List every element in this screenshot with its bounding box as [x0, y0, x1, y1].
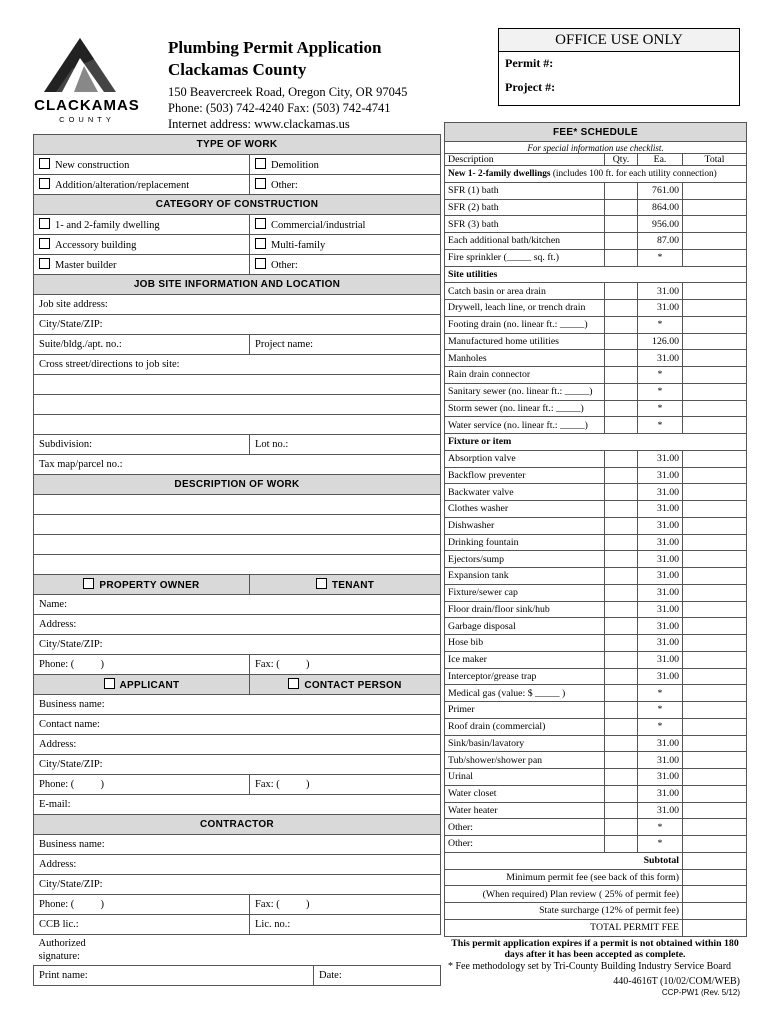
fixture-qty-input[interactable]	[605, 551, 638, 568]
site-utility-total-input[interactable]	[683, 400, 747, 417]
fixture-row	[445, 836, 747, 853]
job-site-city-field[interactable]: City/State/ZIP:	[34, 315, 441, 335]
site-utility-description: Sanitary sewer (no. linear ft.: _____)	[445, 383, 605, 400]
fixture-row	[445, 718, 747, 735]
contractor-phone-field[interactable]: Phone: ( )	[34, 895, 250, 915]
fixture-total-input[interactable]	[683, 802, 747, 819]
col-qty: Qty.	[605, 154, 638, 166]
fixture-row	[445, 467, 747, 484]
fixture-row	[445, 769, 747, 786]
fixture-each-fee: 31.00	[638, 802, 683, 819]
checkbox-applicant[interactable]: APPLICANT	[34, 675, 250, 695]
logo-name: CLACKAMAS	[34, 97, 140, 114]
fixture-description: Backwater valve	[445, 484, 605, 501]
site-utility-total-input[interactable]	[683, 367, 747, 384]
fixture-description: Fixture/sewer cap	[445, 584, 605, 601]
dwelling-total-input[interactable]	[683, 249, 747, 266]
fixture-row	[445, 534, 747, 551]
site-utility-each-fee: 31.00	[638, 283, 683, 300]
fixture-each-fee: 31.00	[638, 785, 683, 802]
site-utility-each-fee: 126.00	[638, 333, 683, 350]
fixture-row	[445, 702, 747, 719]
dwelling-row	[445, 182, 747, 199]
applicant-phone-field[interactable]: Phone: ( )	[34, 775, 250, 795]
contractor-business-field[interactable]: Business name:	[34, 835, 441, 855]
lot-field[interactable]: Lot no.:	[250, 435, 441, 455]
subdivision-field[interactable]: Subdivision:	[34, 435, 250, 455]
cross-street-line-4[interactable]	[34, 415, 441, 435]
fixture-row	[445, 635, 747, 652]
dwelling-description: Fire sprinkler (_____ sq. ft.)	[445, 249, 605, 266]
fixture-each-fee: 31.00	[638, 601, 683, 618]
dwelling-row	[445, 216, 747, 233]
site-utility-row	[445, 283, 747, 300]
signature-label-1: Authorized	[38, 938, 86, 949]
fixture-qty-input[interactable]	[605, 484, 638, 501]
dwelling-qty-input[interactable]	[605, 233, 638, 250]
fixture-total-input[interactable]	[683, 785, 747, 802]
site-utility-row	[445, 383, 747, 400]
fixture-description: Expansion tank	[445, 568, 605, 585]
fixture-row	[445, 551, 747, 568]
fixture-each-fee: 31.00	[638, 735, 683, 752]
fixture-heading: Fixture or item	[445, 434, 747, 451]
site-utility-each-fee: *	[638, 417, 683, 434]
fixture-row	[445, 685, 747, 702]
checkbox-multi-family[interactable]: Multi-family	[250, 235, 441, 255]
fixture-description: Hose bib	[445, 635, 605, 652]
fixture-row	[445, 601, 747, 618]
fee-methodology-note: * Fee methodology set by Tri-County Building Industry Service Board	[448, 961, 732, 972]
cross-street-field[interactable]: Cross street/directions to job site:	[34, 355, 441, 375]
state-surcharge-value[interactable]	[683, 903, 747, 920]
site-utility-total-input[interactable]	[683, 316, 747, 333]
col-description: Description	[445, 154, 605, 166]
site-utility-total-input[interactable]	[683, 283, 747, 300]
site-utility-qty-input[interactable]	[605, 400, 638, 417]
fixture-each-fee: 31.00	[638, 501, 683, 518]
fixture-row	[445, 584, 747, 601]
permit-number-field[interactable]: Permit #:	[505, 56, 554, 70]
fixture-total-input[interactable]	[683, 635, 747, 652]
applicant-fax-field[interactable]: Fax: ( )	[250, 775, 441, 795]
expiration-note: This permit application expires if a permit is not obtained within 180 days after it has been accepted as complete.	[451, 938, 739, 960]
dwelling-qty-input[interactable]	[605, 199, 638, 216]
fixture-qty-input[interactable]	[605, 501, 638, 518]
fixture-each-fee: *	[638, 685, 683, 702]
fixture-row	[445, 517, 747, 534]
contractor-address-field[interactable]: Address:	[34, 855, 441, 875]
fixture-row	[445, 668, 747, 685]
internet-address: Internet address: www.clackamas.us	[168, 117, 350, 131]
fixture-total-input[interactable]	[683, 618, 747, 635]
site-utility-description: Water service (no. linear ft.: _____)	[445, 417, 605, 434]
dwelling-total-input[interactable]	[683, 182, 747, 199]
checkbox-commercial[interactable]: Commercial/industrial	[250, 215, 441, 235]
fixture-each-fee: 31.00	[638, 618, 683, 635]
fixture-qty-input[interactable]	[605, 785, 638, 802]
type-of-work-header: TYPE OF WORK	[34, 135, 441, 155]
checkbox-accessory[interactable]: Accessory building	[34, 235, 250, 255]
fixture-qty-input[interactable]	[605, 802, 638, 819]
checkbox-addition[interactable]: Addition/alteration/replacement	[34, 175, 250, 195]
fixture-description: Water heater	[445, 802, 605, 819]
fixture-qty-input[interactable]	[605, 517, 638, 534]
description-line-2[interactable]	[34, 515, 441, 535]
fixture-qty-input[interactable]	[605, 651, 638, 668]
fixture-row	[445, 735, 747, 752]
checkbox-new-construction[interactable]: New construction	[34, 155, 250, 175]
fixture-qty-input[interactable]	[605, 450, 638, 467]
fixture-each-fee: 31.00	[638, 752, 683, 769]
fixture-total-input[interactable]	[683, 702, 747, 719]
project-number-field[interactable]: Project #:	[505, 80, 556, 94]
contractor-city-field[interactable]: City/State/ZIP:	[34, 875, 441, 895]
form-title: Plumbing Permit Application	[168, 38, 382, 57]
fixture-row	[445, 618, 747, 635]
fixture-each-fee: *	[638, 702, 683, 719]
site-utility-total-input[interactable]	[683, 383, 747, 400]
dwelling-total-input[interactable]	[683, 233, 747, 250]
applicant-city-field[interactable]: City/State/ZIP:	[34, 755, 441, 775]
dwelling-row	[445, 199, 747, 216]
checkbox-tenant[interactable]: TENANT	[250, 575, 441, 595]
site-utilities-heading: Site utilities	[445, 266, 747, 283]
fixture-description: Floor drain/floor sink/hub	[445, 601, 605, 618]
dwelling-total-input[interactable]	[683, 216, 747, 233]
dwelling-description: SFR (2) bath	[445, 199, 605, 216]
fixture-total-input[interactable]	[683, 484, 747, 501]
site-utility-description: Rain drain connector	[445, 367, 605, 384]
site-utility-description: Manufactured home utilities	[445, 333, 605, 350]
fixture-qty-input[interactable]	[605, 819, 638, 836]
site-utility-row	[445, 316, 747, 333]
fixture-each-fee: *	[638, 718, 683, 735]
site-utility-each-fee: *	[638, 383, 683, 400]
site-utility-description: Drywell, leach line, or trench drain	[445, 300, 605, 317]
site-utility-each-fee: *	[638, 400, 683, 417]
fixture-description: Medical gas (value: $ _____ )	[445, 685, 605, 702]
fixture-total-input[interactable]	[683, 601, 747, 618]
subtotal-label: Subtotal	[445, 852, 683, 869]
fixture-row	[445, 450, 747, 467]
fixture-description: Roof drain (commercial)	[445, 718, 605, 735]
fixture-description: Drinking fountain	[445, 534, 605, 551]
fixture-row	[445, 752, 747, 769]
fixture-total-input[interactable]	[683, 534, 747, 551]
site-utility-each-fee: 31.00	[638, 350, 683, 367]
mountain-logo-icon	[28, 36, 146, 94]
fixture-description: Sink/basin/lavatory	[445, 735, 605, 752]
office-use-title: OFFICE USE ONLY	[499, 29, 739, 52]
fixture-each-fee: 31.00	[638, 635, 683, 652]
fixture-qty-input[interactable]	[605, 618, 638, 635]
checkbox-family-dwelling[interactable]: 1- and 2-family dwelling	[34, 215, 250, 235]
fixture-description: Tub/shower/shower pan	[445, 752, 605, 769]
fixture-each-fee: *	[638, 819, 683, 836]
fixture-total-input[interactable]	[683, 568, 747, 585]
fixture-row	[445, 802, 747, 819]
site-utility-qty-input[interactable]	[605, 283, 638, 300]
fixture-total-input[interactable]	[683, 752, 747, 769]
checkbox-demolition[interactable]: Demolition	[250, 155, 441, 175]
fixture-total-input[interactable]	[683, 735, 747, 752]
col-each: Ea.	[638, 154, 683, 166]
total-fee-value[interactable]	[683, 919, 747, 936]
fixture-qty-input[interactable]	[605, 584, 638, 601]
minimum-fee-label: Minimum permit fee (see back of this form)	[445, 869, 683, 886]
checkbox-other-work[interactable]: Other:	[250, 175, 441, 195]
site-utility-row	[445, 300, 747, 317]
site-utility-total-input[interactable]	[683, 333, 747, 350]
logo-subtitle: COUNTY	[59, 115, 115, 124]
fixture-description: Garbage disposal	[445, 618, 605, 635]
fixture-qty-input[interactable]	[605, 769, 638, 786]
fixture-each-fee: 31.00	[638, 517, 683, 534]
fixture-description: Absorption valve	[445, 450, 605, 467]
plan-review-value[interactable]	[683, 886, 747, 903]
fixture-total-input[interactable]	[683, 685, 747, 702]
header	[168, 38, 488, 132]
site-utility-description: Storm sewer (no. linear ft.: _____)	[445, 400, 605, 417]
owner-fax-field[interactable]: Fax: ( )	[250, 655, 441, 675]
fixture-qty-input[interactable]	[605, 735, 638, 752]
site-utility-row	[445, 367, 747, 384]
description-line-3[interactable]	[34, 535, 441, 555]
site-utility-row	[445, 400, 747, 417]
fixture-each-fee: 31.00	[638, 651, 683, 668]
fixture-description: Primer	[445, 702, 605, 719]
fixture-description: Ejectors/sump	[445, 551, 605, 568]
contractor-header: CONTRACTOR	[34, 815, 441, 835]
fixture-description: Other:	[445, 836, 605, 853]
fixture-row	[445, 568, 747, 585]
address: 150 Beavercreek Road, Oregon City, OR 97045	[168, 85, 408, 99]
fixture-qty-input[interactable]	[605, 718, 638, 735]
owner-phone-field[interactable]: Phone: ( )	[34, 655, 250, 675]
site-utility-description: Catch basin or area drain	[445, 283, 605, 300]
dwelling-total-input[interactable]	[683, 199, 747, 216]
state-surcharge-label: State surcharge (12% of permit fee)	[445, 903, 683, 920]
total-fee-label: TOTAL PERMIT FEE	[445, 919, 683, 936]
fixture-row	[445, 501, 747, 518]
contractor-fax-field[interactable]: Fax: ( )	[250, 895, 441, 915]
site-utility-qty-input[interactable]	[605, 383, 638, 400]
applicant-business-field[interactable]: Business name:	[34, 695, 441, 715]
site-utility-each-fee: 31.00	[638, 300, 683, 317]
fixture-each-fee: 31.00	[638, 668, 683, 685]
fixture-row	[445, 651, 747, 668]
fixture-total-input[interactable]	[683, 450, 747, 467]
site-utility-total-input[interactable]	[683, 350, 747, 367]
applicant-email-field[interactable]: E-mail:	[34, 795, 441, 815]
fixture-qty-input[interactable]	[605, 668, 638, 685]
signature-label-2: signature:	[38, 951, 80, 962]
category-header: CATEGORY OF CONSTRUCTION	[34, 195, 441, 215]
site-utility-row	[445, 350, 747, 367]
fixture-qty-input[interactable]	[605, 601, 638, 618]
site-utility-qty-input[interactable]	[605, 367, 638, 384]
dwelling-each-fee: *	[638, 249, 683, 266]
description-line-4[interactable]	[34, 555, 441, 575]
fixture-qty-input[interactable]	[605, 702, 638, 719]
fixture-description: Other:	[445, 819, 605, 836]
dwelling-each-fee: 864.00	[638, 199, 683, 216]
fixture-qty-input[interactable]	[605, 534, 638, 551]
site-utility-row	[445, 417, 747, 434]
col-total: Total	[683, 154, 747, 166]
fee-subtitle: For special information use checklist.	[445, 142, 747, 154]
fixture-description: Backflow preventer	[445, 467, 605, 484]
checkbox-other-category[interactable]: Other:	[250, 255, 441, 275]
fixture-description: Urinal	[445, 769, 605, 786]
description-line-1[interactable]	[34, 495, 441, 515]
fixture-description: Clothes washer	[445, 501, 605, 518]
ccb-license-field[interactable]: CCB lic.:	[34, 915, 250, 935]
plan-review-label: (When required) Plan review ( 25% of permit fee)	[445, 886, 683, 903]
site-utility-each-fee: *	[638, 367, 683, 384]
owner-city-field[interactable]: City/State/ZIP:	[34, 635, 441, 655]
fixture-each-fee: 31.00	[638, 769, 683, 786]
applicant-address-field[interactable]: Address:	[34, 735, 441, 755]
dwelling-row	[445, 233, 747, 250]
site-utility-qty-input[interactable]	[605, 417, 638, 434]
fixture-each-fee: 31.00	[638, 450, 683, 467]
fixture-row	[445, 785, 747, 802]
fixture-qty-input[interactable]	[605, 635, 638, 652]
dwelling-each-fee: 956.00	[638, 216, 683, 233]
fee-schedule-header: FEE* SCHEDULE	[445, 123, 747, 142]
site-utility-total-input[interactable]	[683, 300, 747, 317]
fixture-description: Dishwasher	[445, 517, 605, 534]
fixture-each-fee: 31.00	[638, 584, 683, 601]
dwelling-qty-input[interactable]	[605, 182, 638, 199]
fixture-each-fee: *	[638, 836, 683, 853]
fixture-total-input[interactable]	[683, 651, 747, 668]
fixture-description: Interceptor/grease trap	[445, 668, 605, 685]
fixture-qty-input[interactable]	[605, 752, 638, 769]
site-utility-qty-input[interactable]	[605, 300, 638, 317]
tax-map-field[interactable]: Tax map/parcel no.:	[34, 455, 441, 475]
fixture-total-input[interactable]	[683, 769, 747, 786]
fixture-each-fee: 31.00	[638, 534, 683, 551]
fixture-total-input[interactable]	[683, 551, 747, 568]
fixture-row	[445, 484, 747, 501]
suite-field[interactable]: Suite/bldg./apt. no.:	[34, 335, 250, 355]
signature-field[interactable]	[34, 935, 441, 966]
fixture-description: Ice maker	[445, 651, 605, 668]
left-form	[33, 134, 440, 986]
project-name-field[interactable]: Project name:	[250, 335, 441, 355]
site-utility-qty-input[interactable]	[605, 350, 638, 367]
fixture-each-fee: 31.00	[638, 467, 683, 484]
county-title: Clackamas County	[168, 60, 307, 79]
owner-name-field[interactable]: Name:	[34, 595, 441, 615]
office-use-box	[498, 28, 740, 106]
fixture-row	[445, 819, 747, 836]
new-dwellings-heading: New 1- 2-family dwellings (includes 100 ft. for each utility connection)	[445, 166, 747, 183]
dwelling-each-fee: 761.00	[638, 182, 683, 199]
site-utility-qty-input[interactable]	[605, 333, 638, 350]
license-number-field[interactable]: Lic. no.:	[250, 915, 441, 935]
cross-street-line-2[interactable]	[34, 375, 441, 395]
site-utility-description: Manholes	[445, 350, 605, 367]
fixture-each-fee: 31.00	[638, 484, 683, 501]
dwelling-description: Each additional bath/kitchen	[445, 233, 605, 250]
job-site-address-field[interactable]: Job site address:	[34, 295, 441, 315]
fixture-total-input[interactable]	[683, 718, 747, 735]
fixture-total-input[interactable]	[683, 668, 747, 685]
dwelling-qty-input[interactable]	[605, 249, 638, 266]
form-number: 440-4616T (10/02/COM/WEB)	[613, 976, 740, 987]
fixture-each-fee: 31.00	[638, 568, 683, 585]
clackamas-logo	[28, 36, 146, 124]
date-field[interactable]: Date:	[314, 966, 441, 986]
applicant-contact-field[interactable]: Contact name:	[34, 715, 441, 735]
checkbox-contact-person[interactable]: CONTACT PERSON	[250, 675, 441, 695]
dwelling-description: SFR (3) bath	[445, 216, 605, 233]
job-site-header: JOB SITE INFORMATION AND LOCATION	[34, 275, 441, 295]
fixture-qty-input[interactable]	[605, 685, 638, 702]
checkbox-master-builder[interactable]: Master builder	[34, 255, 250, 275]
fixture-total-input[interactable]	[683, 819, 747, 836]
site-utility-row	[445, 333, 747, 350]
site-utility-description: Footing drain (no. linear ft.: _____)	[445, 316, 605, 333]
site-utility-total-input[interactable]	[683, 417, 747, 434]
fixture-qty-input[interactable]	[605, 836, 638, 853]
dwelling-each-fee: 87.00	[638, 233, 683, 250]
description-header: DESCRIPTION OF WORK	[34, 475, 441, 495]
revision-number: CCP-PW1 (Rev. 5/12)	[661, 988, 740, 997]
fixture-total-input[interactable]	[683, 501, 747, 518]
fixture-each-fee: 31.00	[638, 551, 683, 568]
checkbox-property-owner[interactable]: PROPERTY OWNER	[34, 575, 250, 595]
fixture-qty-input[interactable]	[605, 467, 638, 484]
fixture-total-input[interactable]	[683, 584, 747, 601]
fixture-total-input[interactable]	[683, 836, 747, 853]
dwelling-row	[445, 249, 747, 266]
owner-address-field[interactable]: Address:	[34, 615, 441, 635]
dwelling-description: SFR (1) bath	[445, 182, 605, 199]
site-utility-each-fee: *	[638, 316, 683, 333]
fee-schedule	[444, 122, 746, 937]
dwelling-qty-input[interactable]	[605, 216, 638, 233]
phone-fax: Phone: (503) 742-4240 Fax: (503) 742-4741	[168, 101, 391, 115]
cross-street-line-3[interactable]	[34, 395, 441, 415]
site-utility-qty-input[interactable]	[605, 316, 638, 333]
subtotal-value[interactable]	[683, 852, 747, 869]
minimum-fee-value[interactable]	[683, 869, 747, 886]
fixture-qty-input[interactable]	[605, 568, 638, 585]
fixture-total-input[interactable]	[683, 467, 747, 484]
print-name-field[interactable]: Print name:	[34, 966, 314, 986]
fixture-description: Water closet	[445, 785, 605, 802]
fixture-total-input[interactable]	[683, 517, 747, 534]
